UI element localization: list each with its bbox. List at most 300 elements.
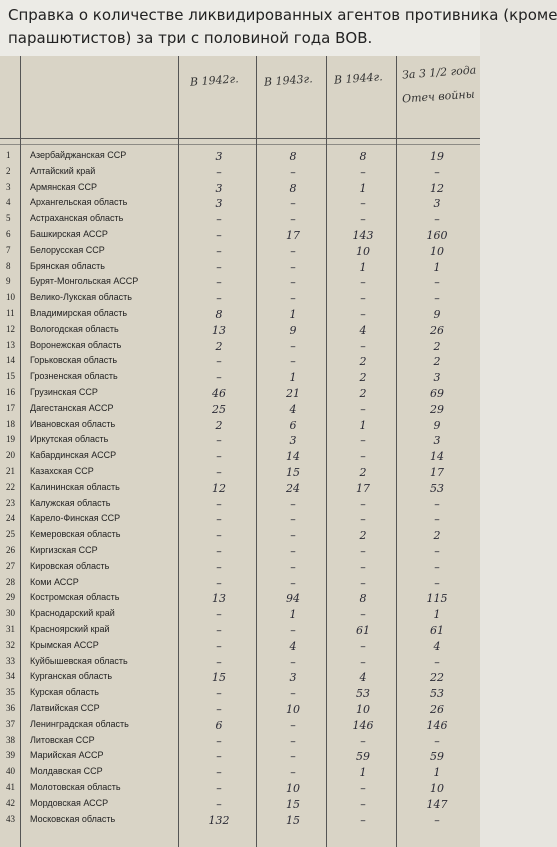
row-number: 23 bbox=[6, 497, 15, 508]
value-total: – bbox=[434, 813, 440, 827]
table-row bbox=[0, 687, 480, 703]
table-row bbox=[0, 513, 480, 529]
value-1942: 13 bbox=[212, 592, 226, 606]
row-number: 16 bbox=[6, 387, 15, 397]
table-row bbox=[0, 434, 480, 450]
caption bbox=[0, 0, 557, 56]
region-name: Курская область bbox=[30, 687, 99, 698]
value-1944: 2 bbox=[359, 387, 367, 400]
value-1944: 10 bbox=[356, 703, 370, 716]
region-name: Коми АССР bbox=[30, 576, 79, 587]
row-number: 19 bbox=[6, 434, 15, 445]
value-1942: – bbox=[216, 750, 222, 764]
value-1942: – bbox=[216, 260, 222, 274]
region-name: Кемеровская область bbox=[30, 529, 121, 540]
value-1944: 2 bbox=[359, 466, 367, 479]
value-1942: – bbox=[216, 529, 222, 543]
table-row bbox=[0, 750, 480, 766]
row-number: 15 bbox=[6, 371, 15, 382]
row-number: 30 bbox=[6, 608, 15, 619]
value-1942: 3 bbox=[215, 181, 223, 195]
value-1943: – bbox=[290, 655, 296, 669]
row-number: 41 bbox=[6, 782, 15, 792]
table-row bbox=[0, 814, 480, 830]
value-1943: – bbox=[290, 576, 296, 590]
value-total: 14 bbox=[430, 450, 444, 464]
value-total: – bbox=[434, 734, 440, 748]
value-1943: 8 bbox=[289, 181, 297, 195]
table-row bbox=[0, 182, 480, 198]
region-name: Кабардинская АССР bbox=[30, 450, 117, 461]
row-number: 1 bbox=[6, 150, 11, 160]
value-total: – bbox=[434, 513, 440, 527]
value-1943: 3 bbox=[289, 434, 297, 448]
table-row bbox=[0, 419, 480, 435]
value-total: 59 bbox=[430, 750, 444, 764]
value-1944: – bbox=[360, 545, 366, 558]
value-1943: – bbox=[290, 292, 296, 306]
row-number: 29 bbox=[6, 592, 15, 603]
region-name: Ленинградская область bbox=[30, 718, 129, 729]
value-1942: – bbox=[216, 497, 222, 511]
value-1943: 6 bbox=[289, 418, 297, 432]
region-name: Дагестанская АССР bbox=[30, 402, 114, 413]
value-1944: – bbox=[360, 513, 366, 527]
value-total: 17 bbox=[430, 466, 444, 479]
value-1943: 1 bbox=[289, 608, 297, 622]
value-1942: 12 bbox=[212, 481, 226, 495]
value-1942: – bbox=[216, 371, 222, 385]
region-name: Ивановская область bbox=[30, 418, 116, 429]
region-name: Калининская область bbox=[30, 481, 120, 492]
region-name: Брянская область bbox=[30, 260, 105, 271]
row-number: 4 bbox=[6, 197, 11, 208]
value-1944: – bbox=[360, 639, 366, 653]
region-name: Марийская АССР bbox=[30, 750, 104, 761]
header-1943: В 1943г. bbox=[263, 72, 314, 89]
header-1942: В 1942г. bbox=[189, 72, 240, 89]
value-1944: 59 bbox=[356, 750, 370, 764]
value-1942: – bbox=[216, 513, 222, 527]
region-name: Астраханская область bbox=[30, 213, 124, 224]
table-row bbox=[0, 371, 480, 387]
value-1944: – bbox=[360, 655, 366, 669]
region-name: Костромская область bbox=[30, 592, 120, 603]
archive-document-sheet bbox=[0, 56, 480, 847]
value-1944: – bbox=[360, 450, 366, 464]
value-1943: – bbox=[290, 355, 296, 369]
value-1943: 21 bbox=[286, 387, 300, 400]
row-number: 18 bbox=[6, 418, 15, 429]
value-total: – bbox=[434, 213, 440, 227]
region-name: Иркутская область bbox=[30, 434, 109, 445]
table-row bbox=[0, 671, 480, 687]
row-number: 7 bbox=[6, 244, 11, 255]
region-name: Московская область bbox=[30, 813, 116, 824]
value-1942: – bbox=[216, 608, 222, 622]
row-number: 14 bbox=[6, 355, 15, 366]
table-row bbox=[0, 166, 480, 182]
row-number: 37 bbox=[6, 718, 15, 729]
value-1943: 94 bbox=[286, 592, 300, 606]
value-1944: – bbox=[360, 576, 366, 590]
row-number: 36 bbox=[6, 703, 15, 713]
value-total: – bbox=[434, 655, 440, 669]
header-rule bbox=[0, 138, 480, 139]
value-total: 1 bbox=[433, 766, 441, 780]
value-1943: 4 bbox=[289, 402, 297, 416]
value-1942: – bbox=[216, 213, 222, 227]
region-name: Алтайский край bbox=[30, 165, 96, 176]
value-1942: – bbox=[216, 766, 222, 780]
table-row bbox=[0, 340, 480, 356]
value-1943: 15 bbox=[286, 466, 300, 479]
value-1944: 17 bbox=[356, 481, 370, 495]
value-1943: 8 bbox=[289, 150, 297, 163]
region-name: Красноярский край bbox=[30, 624, 110, 634]
row-number: 42 bbox=[6, 797, 15, 808]
value-total: 1 bbox=[433, 260, 441, 274]
value-total: 26 bbox=[430, 323, 444, 337]
value-1942: 8 bbox=[215, 308, 223, 321]
region-name: Вологодская область bbox=[30, 323, 119, 334]
header-total-line-2: Отеч войны bbox=[401, 87, 475, 106]
table-row bbox=[0, 245, 480, 261]
value-1942: 2 bbox=[215, 339, 223, 353]
value-total: – bbox=[434, 165, 440, 179]
value-1943: – bbox=[290, 244, 296, 258]
value-1944: 53 bbox=[356, 687, 370, 701]
region-name: Молдавская ССР bbox=[30, 766, 103, 777]
value-1942: – bbox=[216, 434, 222, 448]
value-1943: – bbox=[290, 545, 296, 558]
value-1942: 25 bbox=[212, 402, 226, 416]
region-name: Литовская ССР bbox=[30, 734, 95, 745]
table-row bbox=[0, 640, 480, 656]
table-row bbox=[0, 355, 480, 371]
value-1943: 15 bbox=[286, 813, 300, 827]
value-1942: – bbox=[216, 560, 222, 574]
value-1944: 8 bbox=[359, 592, 367, 606]
value-1943: 1 bbox=[289, 308, 297, 321]
value-1944: – bbox=[360, 608, 366, 622]
table-row bbox=[0, 324, 480, 340]
value-total: 53 bbox=[430, 687, 444, 701]
value-total: 10 bbox=[430, 782, 444, 795]
caption-line-2: парашютистов) за три с половиной года ВОВ. bbox=[8, 29, 373, 47]
table-row bbox=[0, 308, 480, 324]
value-1943: – bbox=[290, 339, 296, 353]
value-1944: 1 bbox=[359, 260, 367, 274]
table-row bbox=[0, 608, 480, 624]
table-row bbox=[0, 261, 480, 277]
value-1944: 1 bbox=[359, 766, 367, 780]
value-1942: 6 bbox=[215, 718, 223, 732]
value-1942: – bbox=[216, 292, 222, 306]
value-1943: – bbox=[290, 687, 296, 701]
value-total: 2 bbox=[433, 355, 441, 369]
table-row bbox=[0, 561, 480, 577]
value-1944: 10 bbox=[356, 244, 370, 258]
row-number: 2 bbox=[6, 165, 11, 176]
value-1943: 4 bbox=[289, 639, 297, 653]
row-number: 17 bbox=[6, 402, 15, 413]
value-1943: – bbox=[290, 750, 296, 764]
value-1942: – bbox=[216, 244, 222, 258]
row-number: 22 bbox=[6, 481, 15, 492]
value-total: 4 bbox=[433, 639, 441, 653]
region-name: Грузинская ССР bbox=[30, 387, 98, 397]
value-1942: 46 bbox=[212, 387, 226, 400]
row-number: 43 bbox=[6, 813, 15, 824]
row-number: 10 bbox=[6, 292, 15, 303]
value-1942: 132 bbox=[208, 813, 230, 827]
value-1942: – bbox=[216, 655, 222, 669]
value-1944: 2 bbox=[359, 371, 367, 385]
region-name: Армянская ССР bbox=[30, 181, 98, 192]
table-row bbox=[0, 482, 480, 498]
value-1942: – bbox=[216, 276, 222, 290]
row-number: 6 bbox=[6, 229, 11, 239]
table-row bbox=[0, 229, 480, 245]
value-1943: – bbox=[290, 766, 296, 780]
table-row bbox=[0, 213, 480, 229]
value-1943: – bbox=[290, 560, 296, 574]
value-1944: – bbox=[360, 734, 366, 748]
region-name: Краснодарский край bbox=[30, 608, 115, 619]
value-1943: – bbox=[290, 197, 296, 211]
row-number: 24 bbox=[6, 513, 15, 524]
row-number: 27 bbox=[6, 560, 15, 571]
value-total: 29 bbox=[430, 402, 444, 416]
region-name: Кировская область bbox=[30, 560, 110, 571]
value-1943: – bbox=[290, 718, 296, 732]
value-1943: – bbox=[290, 624, 296, 637]
row-number: 8 bbox=[6, 260, 11, 271]
row-number: 13 bbox=[6, 339, 15, 350]
value-1942: – bbox=[216, 624, 222, 637]
value-total: 3 bbox=[433, 197, 441, 211]
table-row bbox=[0, 292, 480, 308]
region-name: Башкирская АССР bbox=[30, 229, 108, 239]
value-1943: – bbox=[290, 260, 296, 274]
region-name: Казахская ССР bbox=[30, 466, 94, 476]
row-number: 40 bbox=[6, 766, 15, 777]
value-1944: – bbox=[360, 402, 366, 416]
region-name: Калужская область bbox=[30, 497, 111, 508]
region-name: Бурят-Монгольская АССР bbox=[30, 276, 139, 287]
value-1942: 2 bbox=[215, 418, 223, 432]
row-number: 5 bbox=[6, 213, 11, 224]
value-1944: – bbox=[360, 213, 366, 227]
row-number: 34 bbox=[6, 671, 15, 682]
value-1942: – bbox=[216, 355, 222, 369]
value-total: – bbox=[434, 276, 440, 290]
value-1944: 4 bbox=[359, 323, 367, 337]
region-name: Азербайджанская ССР bbox=[30, 150, 127, 160]
table-row bbox=[0, 782, 480, 798]
value-1942: 3 bbox=[215, 197, 223, 211]
value-1942: 3 bbox=[215, 150, 223, 163]
value-total: 19 bbox=[430, 150, 444, 163]
value-total: 10 bbox=[430, 244, 444, 258]
header-rule-2 bbox=[0, 144, 480, 145]
value-1944: 8 bbox=[359, 150, 367, 163]
region-name: Карело-Финская ССР bbox=[30, 513, 121, 524]
value-1944: – bbox=[360, 308, 366, 321]
row-number: 21 bbox=[6, 466, 15, 476]
value-1942: – bbox=[216, 782, 222, 795]
value-1942: 15 bbox=[212, 671, 226, 685]
region-name: Грозненская область bbox=[30, 371, 118, 382]
value-total: – bbox=[434, 292, 440, 306]
row-number: 28 bbox=[6, 576, 15, 587]
table-row bbox=[0, 766, 480, 782]
row-number: 31 bbox=[6, 624, 15, 634]
row-number: 9 bbox=[6, 276, 11, 287]
row-number: 25 bbox=[6, 529, 15, 540]
region-name: Белорусская ССР bbox=[30, 244, 105, 255]
row-number: 32 bbox=[6, 639, 15, 650]
value-1944: – bbox=[360, 782, 366, 795]
value-1942: – bbox=[216, 165, 222, 179]
table-row bbox=[0, 529, 480, 545]
value-total: 9 bbox=[433, 418, 441, 432]
value-1944: – bbox=[360, 497, 366, 511]
value-total: 1 bbox=[433, 608, 441, 622]
region-name: Молотовская область bbox=[30, 782, 121, 792]
table-row bbox=[0, 735, 480, 751]
table-row bbox=[0, 450, 480, 466]
region-name: Киргизская ССР bbox=[30, 545, 98, 555]
value-1942: – bbox=[216, 703, 222, 716]
row-number: 35 bbox=[6, 687, 15, 698]
region-name: Владимирская область bbox=[30, 308, 128, 318]
row-number: 12 bbox=[6, 323, 15, 334]
value-1942: – bbox=[216, 639, 222, 653]
value-1944: – bbox=[360, 339, 366, 353]
region-name: Мордовская АССР bbox=[30, 797, 109, 808]
value-total: 3 bbox=[433, 434, 441, 448]
region-name: Горьковская область bbox=[30, 355, 118, 366]
value-1944: 143 bbox=[352, 229, 374, 242]
value-1942: – bbox=[216, 466, 222, 479]
value-total: – bbox=[434, 560, 440, 574]
value-1944: – bbox=[360, 560, 366, 574]
row-number: 33 bbox=[6, 655, 15, 666]
value-total: 115 bbox=[426, 592, 448, 606]
value-1943: 10 bbox=[286, 782, 300, 795]
caption-line-1: Справка о количестве ликвидированных агентов противника (кроме bbox=[8, 6, 557, 24]
header-total-line-1: За 3 1/2 года bbox=[401, 63, 477, 82]
table-row bbox=[0, 466, 480, 482]
value-1943: 1 bbox=[289, 371, 297, 385]
value-1944: – bbox=[360, 276, 366, 290]
value-1942: – bbox=[216, 687, 222, 701]
value-1943: – bbox=[290, 734, 296, 748]
value-1944: 4 bbox=[359, 671, 367, 685]
table-row bbox=[0, 545, 480, 561]
value-1944: 2 bbox=[359, 529, 367, 543]
table-row bbox=[0, 498, 480, 514]
value-total: 69 bbox=[430, 387, 444, 400]
table-row bbox=[0, 150, 480, 166]
value-1943: 10 bbox=[286, 703, 300, 716]
table-row bbox=[0, 387, 480, 403]
value-total: 3 bbox=[433, 371, 441, 385]
row-number: 3 bbox=[6, 181, 11, 192]
value-total: – bbox=[434, 576, 440, 590]
table-row bbox=[0, 656, 480, 672]
row-number: 38 bbox=[6, 734, 15, 745]
table-row bbox=[0, 197, 480, 213]
value-total: – bbox=[434, 497, 440, 511]
value-total: 146 bbox=[426, 718, 448, 732]
table-row bbox=[0, 719, 480, 735]
table-row bbox=[0, 592, 480, 608]
value-total: 160 bbox=[426, 229, 448, 242]
value-1943: – bbox=[290, 497, 296, 511]
table-row bbox=[0, 798, 480, 814]
value-total: – bbox=[434, 545, 440, 558]
table-row bbox=[0, 403, 480, 419]
value-1944: 146 bbox=[352, 718, 374, 732]
value-1944: – bbox=[360, 797, 366, 811]
region-name: Велико-Лукская область bbox=[30, 292, 132, 303]
value-1943: – bbox=[290, 529, 296, 543]
value-1944: 61 bbox=[356, 624, 370, 637]
value-1943: – bbox=[290, 213, 296, 227]
row-number: 11 bbox=[6, 308, 15, 318]
value-total: 2 bbox=[433, 339, 441, 353]
value-1943: 24 bbox=[286, 481, 300, 495]
value-1944: – bbox=[360, 434, 366, 448]
value-1942: – bbox=[216, 576, 222, 590]
region-name: Архангельская область bbox=[30, 197, 128, 208]
value-1944: 1 bbox=[359, 418, 367, 432]
value-total: 26 bbox=[430, 703, 444, 716]
value-1944: – bbox=[360, 197, 366, 211]
value-1942: – bbox=[216, 545, 222, 558]
value-1944: 2 bbox=[359, 355, 367, 369]
header-1944: В 1944г. bbox=[333, 70, 384, 87]
value-1943: 14 bbox=[286, 450, 300, 464]
table-row bbox=[0, 624, 480, 640]
row-number: 26 bbox=[6, 545, 15, 555]
value-1943: 15 bbox=[286, 797, 300, 811]
row-number: 20 bbox=[6, 450, 15, 461]
value-total: 12 bbox=[430, 181, 444, 195]
value-1944: – bbox=[360, 813, 366, 827]
region-name: Куйбышевская область bbox=[30, 655, 128, 666]
value-1942: – bbox=[216, 229, 222, 242]
value-total: 22 bbox=[430, 671, 444, 685]
table-row bbox=[0, 703, 480, 719]
table-row bbox=[0, 577, 480, 593]
row-number: 39 bbox=[6, 750, 15, 761]
value-total: 9 bbox=[433, 308, 441, 321]
value-total: 61 bbox=[430, 624, 444, 637]
value-1942: 13 bbox=[212, 323, 226, 337]
value-1943: – bbox=[290, 513, 296, 527]
value-1942: – bbox=[216, 797, 222, 811]
value-1943: 17 bbox=[286, 229, 300, 242]
value-total: 2 bbox=[433, 529, 441, 543]
value-1944: 1 bbox=[359, 181, 367, 195]
value-1943: – bbox=[290, 165, 296, 179]
value-1942: – bbox=[216, 734, 222, 748]
value-total: 53 bbox=[430, 481, 444, 495]
